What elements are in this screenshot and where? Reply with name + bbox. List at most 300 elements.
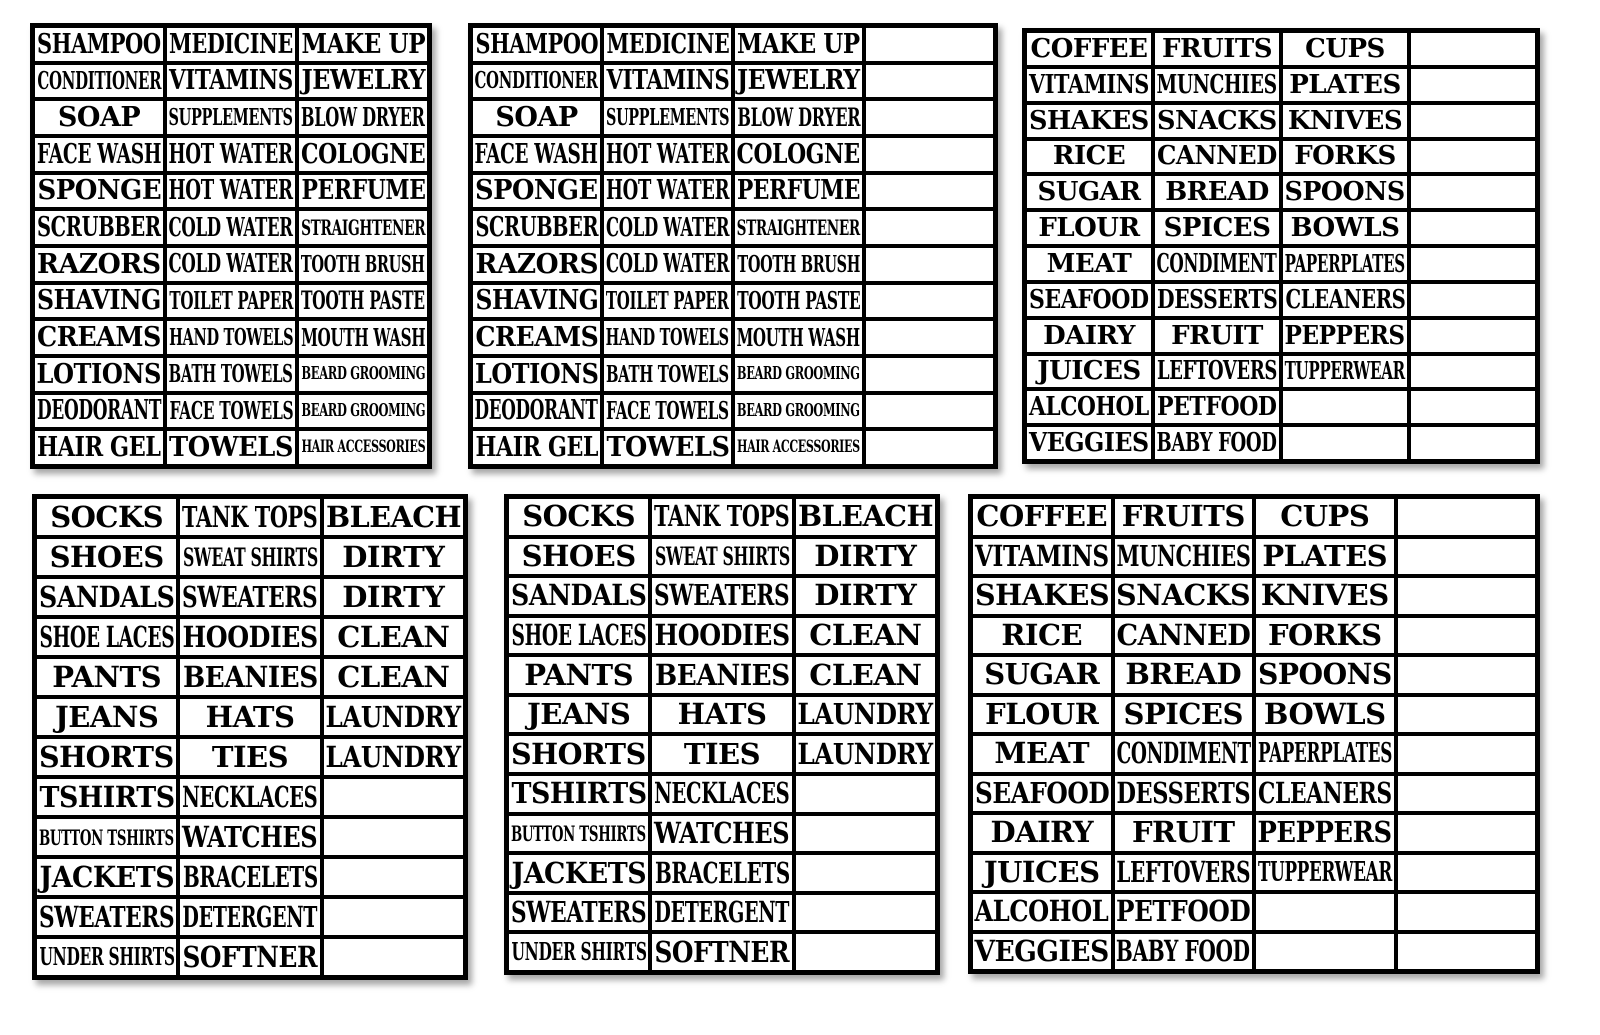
label-clean	[796, 657, 935, 693]
label-under-shirts	[37, 939, 176, 975]
label-laundry	[796, 736, 935, 772]
label-text: DESSERTS	[1116, 775, 1251, 810]
label-cleaners	[1283, 284, 1407, 316]
label-text: HAND TOWELS	[168, 324, 294, 352]
label-flour	[1027, 212, 1151, 244]
label-hair-accessories	[735, 431, 862, 464]
blank-label	[1411, 105, 1535, 137]
label-vitamins	[1027, 69, 1151, 101]
blank-label	[866, 395, 993, 428]
label-text: CLEAN	[337, 659, 450, 694]
label-text: SHAVING	[37, 285, 161, 317]
label-sheet-bathroom-2	[468, 23, 998, 469]
label-text: FORKS	[1294, 141, 1396, 172]
label-text: CLEAN	[337, 619, 450, 654]
label-jeans	[37, 699, 176, 735]
label-text: MAKE UP	[301, 28, 425, 60]
label-clean	[324, 619, 463, 655]
label-paperplates	[1256, 736, 1394, 772]
label-text: CONDITIONER	[37, 65, 161, 95]
label-text: JACKETS	[39, 859, 174, 894]
blank-label	[1411, 427, 1535, 459]
blank-label	[324, 779, 463, 815]
label-text: SOAP	[495, 102, 578, 134]
label-tooth-paste	[299, 285, 427, 318]
label-text: COLD WATER	[605, 212, 730, 243]
blank-label	[1398, 578, 1536, 614]
label-pants	[509, 657, 648, 693]
label-sheet-bathroom-1	[30, 23, 432, 469]
label-text: LEFTOVERS	[1116, 854, 1251, 889]
label-text: BOWLS	[1290, 213, 1400, 244]
label-toilet-paper	[167, 285, 295, 318]
label-text: PLATES	[1289, 69, 1401, 100]
label-text: KNIVES	[1260, 578, 1389, 613]
label-text: CLEAN	[809, 657, 922, 692]
label-hand-towels	[604, 321, 731, 354]
label-text: BEANIES	[182, 659, 318, 694]
label-tooth-paste	[735, 285, 862, 318]
label-text: VEGGIES	[974, 933, 1109, 968]
label-mouth-wash	[299, 321, 427, 354]
label-bowls	[1256, 697, 1394, 733]
label-sweat-shirts	[652, 539, 791, 575]
blank-label	[1411, 284, 1535, 316]
label-dirty	[324, 539, 463, 575]
label-text: HAND TOWELS	[605, 324, 730, 352]
label-text: COLD WATER	[605, 249, 730, 280]
label-alcohol	[1027, 391, 1151, 423]
label-face-towels	[167, 395, 295, 428]
label-text: FRUIT	[1171, 320, 1263, 351]
blank-label	[1398, 618, 1536, 654]
label-text: HAIR ACCESSORIES	[737, 437, 860, 458]
label-text: HOT WATER	[168, 175, 294, 207]
label-pants	[37, 659, 176, 695]
label-text: CONDIMENT	[1116, 736, 1251, 771]
label-desserts	[1115, 776, 1253, 812]
label-shakes	[1027, 105, 1151, 137]
label-text: JEWELRY	[301, 65, 425, 97]
label-snacks	[1155, 105, 1279, 137]
label-make-up	[299, 28, 427, 61]
label-grid	[35, 28, 427, 464]
label-text: SCRUBBER	[37, 212, 161, 244]
label-necklaces	[652, 776, 791, 812]
label-text: BLEACH	[797, 499, 933, 534]
label-tshirts	[509, 776, 648, 812]
blank-label	[1398, 934, 1536, 970]
label-text: CONDITIONER	[474, 67, 599, 95]
label-sheet-kitchen-1	[1022, 28, 1540, 464]
label-cold-water	[604, 211, 731, 244]
label-hair-accessories	[299, 431, 427, 464]
label-sandals	[509, 578, 648, 614]
label-text: SHOES	[521, 538, 636, 573]
label-text: PERFUME	[737, 175, 861, 207]
label-watches	[180, 819, 319, 855]
label-text: MOUTH WASH	[300, 322, 426, 352]
label-text: SHAMPOO	[475, 28, 598, 60]
label-text: BLOW DRYER	[301, 102, 425, 133]
label-text: TUPPERWEAR	[1284, 356, 1406, 386]
label-knives	[1256, 578, 1394, 614]
label-laundry	[796, 697, 935, 733]
label-text: BEARD GROOMING	[737, 399, 860, 421]
label-text: FACE WASH	[36, 138, 162, 170]
label-rice	[973, 618, 1111, 654]
blank-label	[1398, 697, 1536, 733]
label-seafood	[1027, 284, 1151, 316]
label-text: VITAMINS	[974, 538, 1109, 573]
label-blow-dryer	[299, 101, 427, 134]
label-text: SPOONS	[1257, 657, 1392, 692]
label-text: BUTTON TSHIRTS	[39, 824, 175, 850]
blank-label	[1411, 391, 1535, 423]
label-leftovers	[1155, 356, 1279, 388]
label-perfume	[299, 175, 427, 208]
label-text: SPICES	[1163, 213, 1271, 244]
label-hot-water	[167, 138, 295, 171]
label-detergent	[652, 895, 791, 931]
label-straightener	[735, 211, 862, 244]
blank-label	[1411, 248, 1535, 280]
label-sheet-clothing-2	[504, 494, 940, 975]
label-juices	[1027, 356, 1151, 388]
label-text: DIRTY	[814, 538, 917, 573]
label-bath-towels	[167, 358, 295, 391]
label-condiment	[1115, 736, 1253, 772]
label-hot-water	[167, 175, 295, 208]
label-grid	[973, 499, 1535, 969]
label-text: SOAP	[57, 102, 141, 134]
label-dirty	[324, 579, 463, 615]
label-baby-food	[1155, 427, 1279, 459]
label-soap	[473, 101, 600, 134]
label-text: TIES	[211, 739, 289, 774]
label-face-wash	[473, 138, 600, 171]
label-text: SNACKS	[1116, 578, 1251, 613]
label-text: SWEAT SHIRTS	[182, 542, 318, 572]
label-jewelry	[299, 65, 427, 98]
label-text: DETERGENT	[654, 895, 790, 930]
label-text: FACE TOWELS	[606, 395, 729, 425]
label-text: NECKLACES	[182, 779, 318, 814]
label-supplements	[604, 101, 731, 134]
label-text: STRAIGHTENER	[300, 215, 426, 241]
label-text: BOWLS	[1263, 696, 1386, 731]
label-text: FRUITS	[1161, 33, 1273, 64]
label-cups	[1256, 499, 1394, 535]
label-text: CLEANERS	[1257, 775, 1392, 810]
label-jackets	[509, 855, 648, 891]
label-text: COLOGNE	[300, 138, 426, 170]
label-text: PAPERPLATES	[1257, 738, 1392, 770]
label-dirty	[796, 578, 935, 614]
label-text: BREAD	[1125, 657, 1242, 692]
label-text: SPOONS	[1284, 177, 1406, 208]
blank-label	[1398, 776, 1536, 812]
label-text: FACE TOWELS	[169, 395, 293, 425]
label-text: BLEACH	[325, 499, 461, 534]
label-text: COLOGNE	[736, 138, 861, 170]
label-text: VEGGIES	[1029, 428, 1149, 459]
label-sponge	[35, 175, 163, 208]
label-fruit	[1115, 815, 1253, 851]
label-hats	[652, 697, 791, 733]
label-text: SHAKES	[974, 578, 1109, 613]
label-text: TIES	[683, 736, 761, 771]
label-hats	[180, 699, 319, 735]
label-snacks	[1115, 578, 1253, 614]
label-text: PANTS	[52, 659, 162, 694]
label-cleaners	[1256, 776, 1394, 812]
label-sweaters	[509, 895, 648, 931]
label-spoons	[1256, 657, 1394, 693]
label-cold-water	[167, 211, 295, 244]
label-text: TANK TOPS	[182, 499, 318, 534]
label-text: SPICES	[1123, 696, 1243, 731]
label-laundry	[324, 739, 463, 775]
label-text: BABY FOOD	[1156, 428, 1278, 459]
label-medicine	[604, 28, 731, 61]
label-shoe-laces	[37, 619, 176, 655]
label-tooth-brush	[735, 248, 862, 281]
label-forks	[1256, 618, 1394, 654]
label-text: SOCKS	[50, 499, 164, 534]
label-text: MUNCHIES	[1156, 69, 1278, 100]
label-sponge	[473, 175, 600, 208]
label-sheet-kitchen-2	[968, 494, 1540, 974]
blank-label	[866, 101, 993, 134]
label-text: DEODORANT	[474, 395, 599, 427]
label-razors	[35, 248, 163, 281]
label-text: COFFEE	[976, 499, 1108, 534]
label-text: PERFUME	[301, 175, 426, 207]
label-cologne	[735, 138, 862, 171]
label-towels	[167, 431, 295, 464]
label-text: SWEATERS	[39, 899, 175, 934]
label-hair-gel	[473, 431, 600, 464]
label-scrubber	[35, 211, 163, 244]
label-text: TANK TOPS	[654, 499, 790, 534]
label-dairy	[973, 815, 1111, 851]
blank-label	[796, 895, 935, 931]
label-grid	[473, 28, 993, 464]
label-clean	[796, 618, 935, 654]
label-seafood	[973, 776, 1111, 812]
label-soap	[35, 101, 163, 134]
blank-label	[866, 175, 993, 208]
label-cologne	[299, 138, 427, 171]
label-condiment	[1155, 248, 1279, 280]
label-hot-water	[604, 138, 731, 171]
label-sandals	[37, 579, 176, 615]
label-text: VITAMINS	[1029, 69, 1149, 100]
label-text: SHAMPOO	[37, 28, 161, 60]
label-cups	[1283, 33, 1407, 65]
label-button-tshirts	[37, 819, 176, 855]
label-text: JEANS	[55, 699, 159, 734]
label-text: LAUNDRY	[325, 739, 461, 774]
label-cold-water	[167, 248, 295, 281]
label-petfood	[1115, 894, 1253, 930]
blank-label	[796, 776, 935, 812]
label-text: SUPPLEMENTS	[168, 104, 294, 132]
label-ties	[652, 736, 791, 772]
label-plates	[1283, 69, 1407, 101]
label-text: BEARD GROOMING	[737, 363, 860, 385]
label-text: BEARD GROOMING	[301, 399, 425, 421]
label-watches	[652, 816, 791, 852]
label-beanies	[652, 657, 791, 693]
blank-label	[796, 816, 935, 852]
label-text: RICE	[1001, 617, 1083, 652]
label-text: SPONGE	[475, 175, 598, 207]
label-text: PETFOOD	[1116, 894, 1251, 929]
label-sugar	[973, 657, 1111, 693]
label-text: TOILET PAPER	[606, 285, 729, 315]
label-text: UNDER SHIRTS	[39, 942, 175, 971]
label-meat	[1027, 248, 1151, 280]
blank-label	[1398, 894, 1536, 930]
label-text: SCRUBBER	[475, 212, 598, 244]
label-text: KNIVES	[1287, 105, 1403, 136]
label-text: TSHIRTS	[511, 776, 647, 811]
label-lotions	[35, 358, 163, 391]
label-text: NECKLACES	[654, 776, 790, 811]
label-text: JEWELRY	[737, 65, 860, 97]
label-text: BATH TOWELS	[606, 360, 729, 388]
label-bleach	[324, 499, 463, 535]
label-shoes	[37, 539, 176, 575]
label-laundry	[324, 699, 463, 735]
label-spices	[1155, 212, 1279, 244]
blank-label	[796, 934, 935, 970]
label-text: FRUITS	[1121, 499, 1245, 534]
label-text: VITAMINS	[606, 65, 729, 97]
label-alcohol	[973, 894, 1111, 930]
label-beard-grooming	[735, 358, 862, 391]
label-ties	[180, 739, 319, 775]
label-text: TOOTH PASTE	[301, 286, 425, 316]
label-fruits	[1115, 499, 1253, 535]
label-canned	[1155, 141, 1279, 173]
label-leftovers	[1115, 855, 1253, 891]
label-tank-tops	[180, 499, 319, 535]
blank-label	[866, 248, 993, 281]
label-shaving	[35, 285, 163, 318]
label-text: HOT WATER	[605, 175, 730, 207]
label-toilet-paper	[604, 285, 731, 318]
blank-label	[866, 321, 993, 354]
blank-label	[866, 285, 993, 318]
blank-label	[866, 65, 993, 98]
label-hand-towels	[167, 321, 295, 354]
label-text: CANNED	[1157, 141, 1277, 172]
label-text: DAIRY	[1043, 320, 1135, 351]
label-medicine	[167, 28, 295, 61]
label-hoodies	[652, 618, 791, 654]
blank-label	[1411, 320, 1535, 352]
label-forks	[1283, 141, 1407, 173]
label-flour	[973, 697, 1111, 733]
label-jackets	[37, 859, 176, 895]
label-text: BATH TOWELS	[168, 359, 294, 389]
label-text: JUICES	[983, 854, 1100, 889]
blank-label	[1398, 855, 1536, 891]
label-lotions	[473, 358, 600, 391]
label-text: SEAFOOD	[974, 775, 1109, 810]
label-text: HATS	[677, 697, 767, 732]
label-text: HAIR GEL	[475, 432, 598, 464]
label-text: PETFOOD	[1157, 392, 1277, 423]
label-text: SNACKS	[1157, 105, 1277, 136]
label-shorts	[509, 736, 648, 772]
label-text: JACKETS	[511, 855, 646, 890]
label-shakes	[973, 578, 1111, 614]
label-text: HOODIES	[654, 618, 790, 653]
label-bracelets	[180, 859, 319, 895]
label-text: PAPERPLATES	[1284, 248, 1406, 278]
label-sugar	[1027, 176, 1151, 208]
label-text: DAIRY	[990, 815, 1094, 850]
label-dairy	[1027, 320, 1151, 352]
label-socks	[509, 499, 648, 535]
label-text: SUGAR	[1037, 177, 1141, 208]
label-munchies	[1115, 539, 1253, 575]
label-coffee	[1027, 33, 1151, 65]
label-text: BRACELETS	[654, 855, 790, 890]
label-bread	[1155, 176, 1279, 208]
blank-label	[324, 819, 463, 855]
label-text: DETERGENT	[182, 899, 318, 934]
label-sweat-shirts	[180, 539, 319, 575]
label-text: COFFEE	[1030, 33, 1148, 64]
label-softner	[652, 934, 791, 970]
label-text: SHAKES	[1029, 105, 1149, 136]
label-jeans	[509, 697, 648, 733]
blank-label	[1411, 356, 1535, 388]
label-text: BRACELETS	[182, 859, 318, 894]
label-deodorant	[35, 395, 163, 428]
label-text: MEAT	[1046, 248, 1132, 279]
label-vitamins	[604, 65, 731, 98]
label-deodorant	[473, 395, 600, 428]
label-text: UNDER SHIRTS	[511, 937, 647, 967]
label-fruits	[1155, 33, 1279, 65]
label-text: COLD WATER	[168, 212, 294, 243]
label-shorts	[37, 739, 176, 775]
label-munchies	[1155, 69, 1279, 101]
label-text: SHOE LACES	[511, 618, 647, 653]
blank-label	[1411, 33, 1535, 65]
label-text: TSHIRTS	[39, 779, 175, 814]
label-conditioner	[473, 65, 600, 98]
label-beard-grooming	[299, 395, 427, 428]
blank-label	[866, 431, 993, 464]
label-straightener	[299, 211, 427, 244]
label-text: SHAVING	[475, 285, 598, 317]
blank-label	[1411, 176, 1535, 208]
label-tupperwear	[1283, 356, 1407, 388]
label-text: ALCOHOL	[1029, 392, 1149, 423]
label-text: TUPPERWEAR	[1257, 856, 1392, 888]
label-spoons	[1283, 176, 1407, 208]
blank-label	[1411, 141, 1535, 173]
label-face-wash	[35, 138, 163, 171]
label-text: CLEANERS	[1285, 284, 1405, 315]
